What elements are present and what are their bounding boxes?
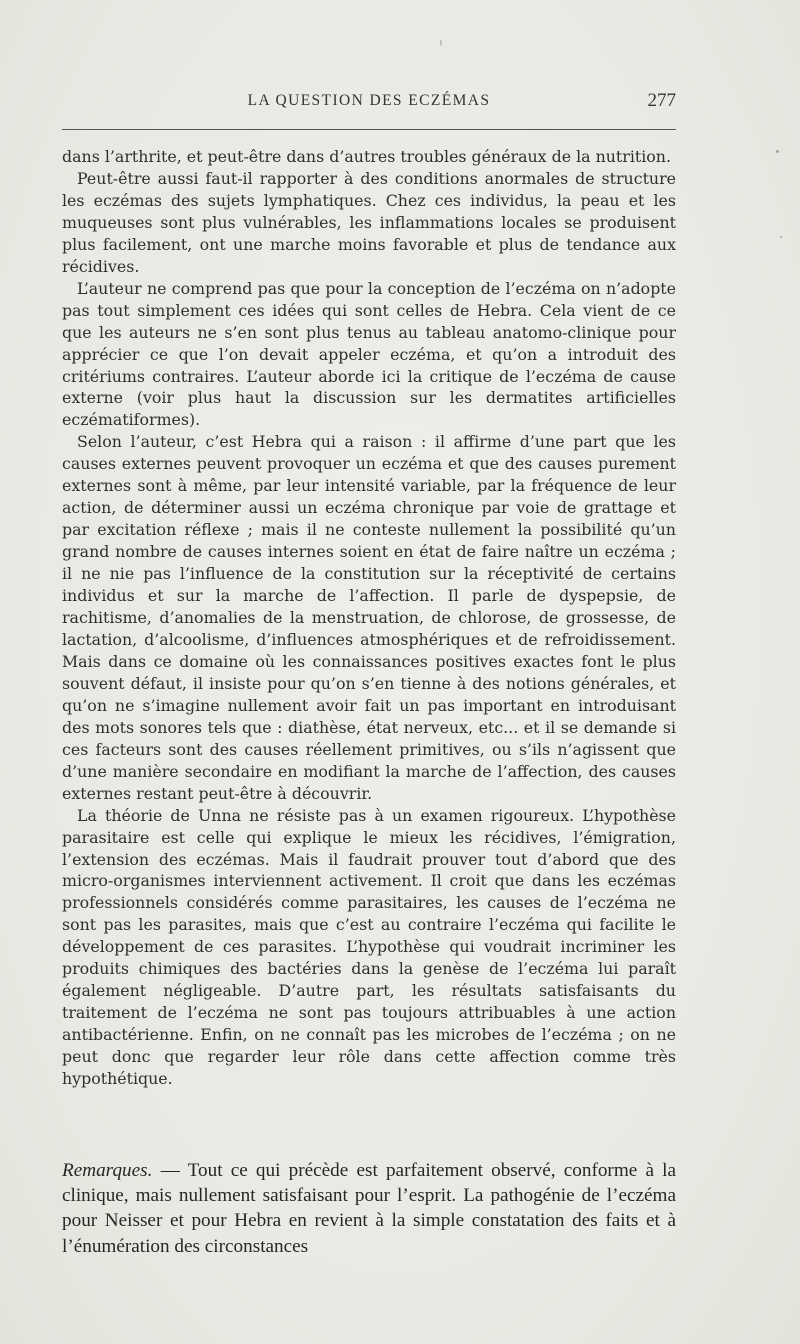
paragraph-hebra-causes: Selon l’auteur, c’est Hebra qui a raison : il affirme d’une part que les causes externes peuvent provoquer un eczéma et que des causes purement externes sont à même, par leur intensité variable, par la fréquence de leur action, de déterminer aussi un eczéma chronique par voie de grattage et par excitation réflexe ; mais il ne conteste nullement la possibilité qu’un grand nombre de causes internes soient en état de faire naître un eczéma ; il ne nie pas l’influence de la constitution sur la réceptivité de certains individus et sur la marche de l’affection. Il parle de dyspepsie, de rachitisme, d’anomalies de la menstruation, de chlorose, de grossesse, de lactation, d’alcoolisme, d’influences atmosphériques et de refroidissement. Mais dans ce domaine où les connaissances positives exactes font le plus souvent défaut, il insiste pour qu’on s’en tienne à des notions générales, et qu’on ne s’imagine nullement avoir fait un pas important en introduisant des mots sonores tels que : diathèse, état nerveux, etc... et il se demande si ces facteurs sont des causes réellement primitives, ou s’ils n’agissent que d’une manière secondaire en modifiant la marche de l’affection, des causes externes restant peut-être à découvrir. <box>62 432 676 803</box>
remarks-label: Remarques. <box>62 1160 153 1181</box>
page-header <box>62 92 676 122</box>
paragraph-unna-theory: La théorie de Unna ne résiste pas à un examen rigoureux. L’hypothèse parasitaire est celle qui explique le mieux les récidives, l’émigration, l’extension des eczémas. Mais il faudrait prouver tout d’abord que des micro-organismes interviennent activement. Il croit que dans les eczémas professionnels considérés comme parasitaires, les causes de l’eczéma ne sont pas les parasites, mais que c’est au contraire l’eczéma qui facilite le développement de ces parasites. L’hypothèse qui voudrait incriminer les produits chimiques des bactéries dans la genèse de l’eczéma lui paraît également négligeable. D’autre part, les résultats satisfaisants du traitement de l’eczéma ne sont pas toujours attribuables à une action antibactérienne. Enfin, on ne connaît pas les microbes de l’eczéma ; on ne peut donc que regarder leur rôle dans cette affection comme très hypothétique. <box>62 805 676 1089</box>
remarks-section <box>62 1158 676 1259</box>
running-title: LA QUESTION DES ECZÉMAS <box>247 92 491 109</box>
body-text <box>62 146 676 1090</box>
paragraph-hebra-conception: L’auteur ne comprend pas que pour la conception de l’eczéma on n’adopte pas tout simplement ces idées qui sont celles de Hebra. Cela vient de ce que les auteurs ne s’en sont plus tenus au tableau anatomo-clinique pour apprécier ce que l’on devait appeler eczéma, et qu’on a introduit des critériums contraires. L’auteur aborde ici la critique de l’eczéma de cause externe (voir plus haut la discussion sur les dermatites artificielles eczématiformes). <box>62 278 676 430</box>
paper-speck <box>776 150 779 153</box>
header-rule <box>62 129 676 130</box>
remarks-text: — Tout ce qui précède est parfaitement observé, conforme à la clinique, mais nullement satisfaisant pour l’esprit. La pathogénie de l’eczéma pour Neisser et pour Hebra en revient à la simple constatation des faits et à l’énumération des circonstances <box>62 1160 676 1257</box>
paragraph-lymphatic: Peut-être aussi faut-il rapporter à des conditions anormales de structure les eczémas des sujets lymphatiques. Chez ces individus, la peau et les muqueuses sont plus vulnérables, les inflammations locales se produisent plus facilement, ont une marche moins favorable et plus de tendance aux récidives. <box>62 168 676 276</box>
paragraph-continuation: dans l’arthrite, et peut-être dans d’autres troubles généraux de la nutrition. <box>62 147 671 166</box>
remarks-paragraph <box>62 1158 676 1259</box>
paper-speck <box>780 236 782 238</box>
paper-speck <box>440 40 442 46</box>
page-number: 277 <box>647 90 676 111</box>
